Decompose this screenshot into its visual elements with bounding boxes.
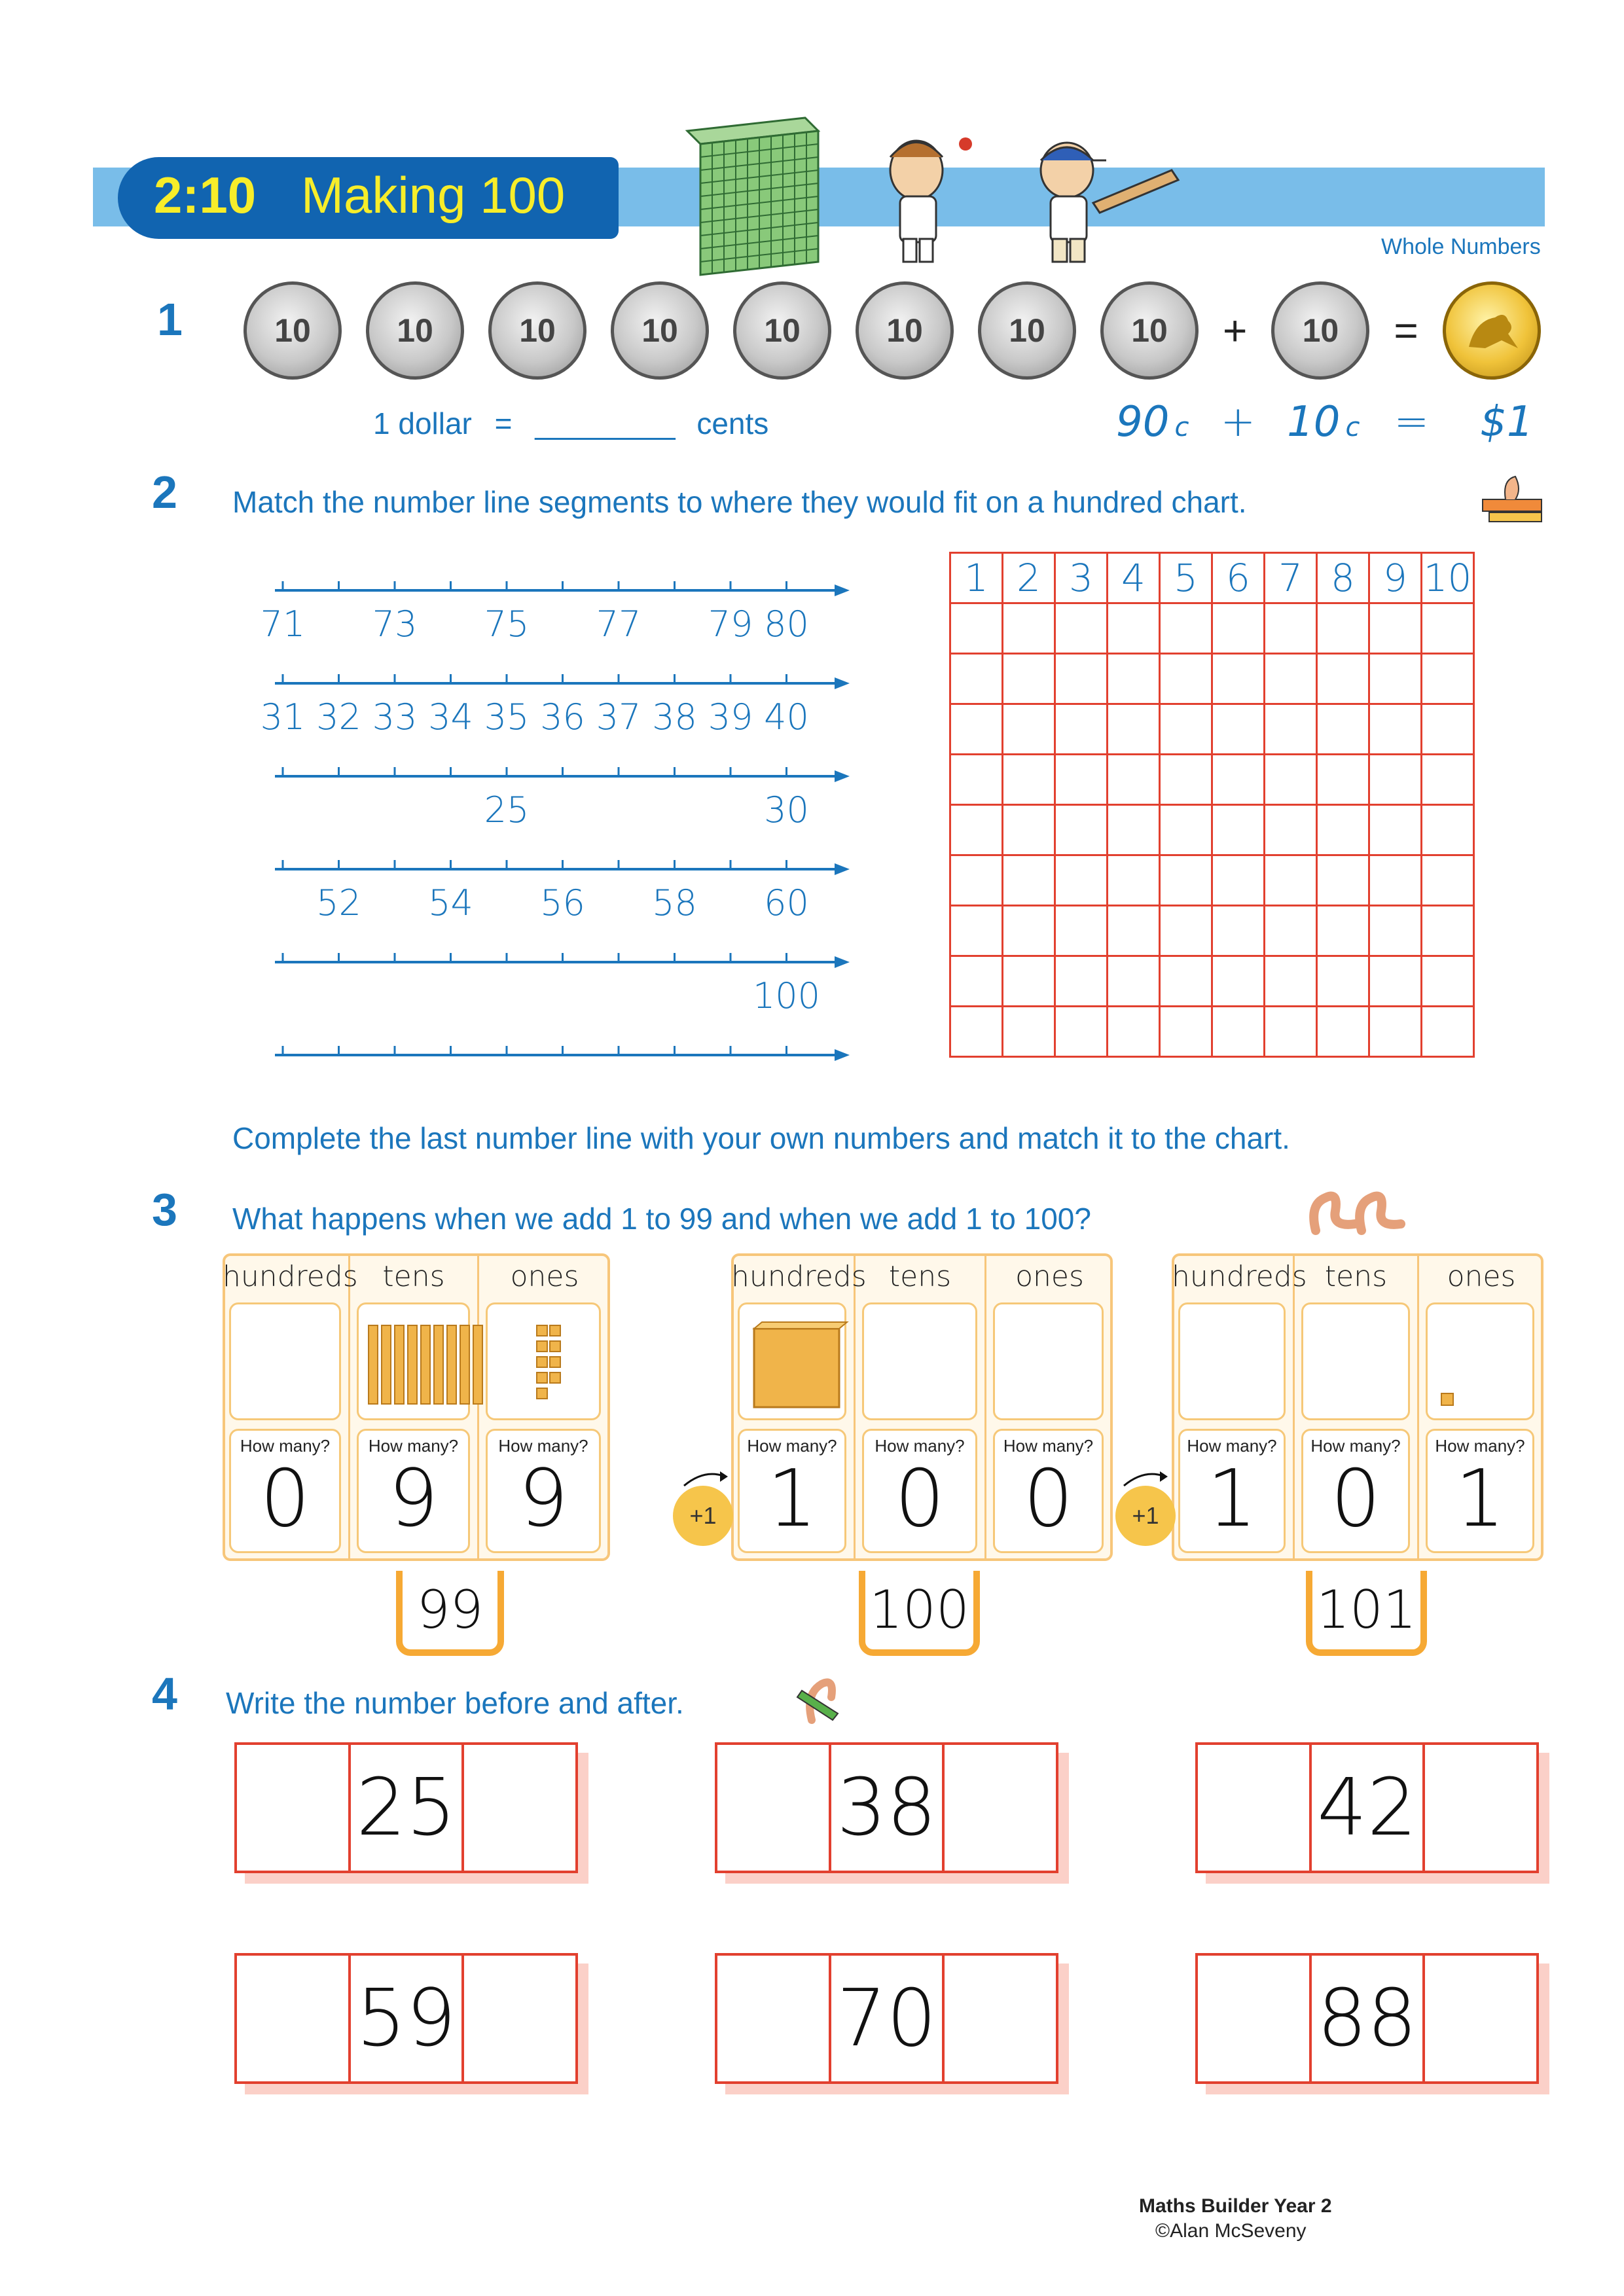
ten-cent-coin: 10 — [1271, 281, 1369, 380]
number-line-label: 38 — [652, 696, 697, 738]
chart-cell[interactable] — [1317, 805, 1369, 855]
before-answer-cell[interactable] — [717, 1956, 831, 2081]
place-value-digit: 0 — [894, 1454, 945, 1545]
place-value-digit: 1 — [1206, 1454, 1257, 1545]
chart-row — [950, 755, 1474, 805]
ten-cent-coin: 10 — [856, 281, 954, 380]
total-number: 99 — [396, 1571, 504, 1656]
place-value-digit: 0 — [1023, 1454, 1074, 1545]
place-value-column — [856, 1253, 986, 1561]
number-line-label: 60 — [764, 882, 809, 924]
strand-label: Whole Numbers — [1381, 234, 1541, 259]
chart-cell[interactable] — [1317, 704, 1369, 755]
chart-row — [950, 805, 1474, 855]
chart-cell: 10 — [1422, 553, 1474, 603]
before-answer-cell[interactable] — [237, 1956, 351, 2081]
chart-cell[interactable] — [1265, 603, 1317, 654]
how-many-box — [486, 1429, 601, 1553]
chart-cell[interactable] — [1317, 855, 1369, 906]
place-value-digit: 0 — [1330, 1454, 1381, 1545]
chart-cell[interactable] — [1369, 654, 1422, 704]
how-many-box — [738, 1429, 846, 1553]
chart-cell: 7 — [1265, 553, 1317, 603]
after-answer-cell[interactable] — [945, 1745, 1056, 1871]
chart-cell[interactable] — [1212, 1007, 1265, 1057]
copyright: ©Alan McSeveny — [1155, 2220, 1307, 2242]
number-line-label: 100 — [752, 975, 821, 1016]
chart-cell[interactable] — [1212, 906, 1265, 956]
chart-cell[interactable] — [1108, 755, 1160, 805]
book-title: Maths Builder Year 2 — [1139, 2195, 1332, 2217]
ten-cent-coin: 10 — [488, 281, 586, 380]
cricket-players-illustration — [857, 131, 1185, 268]
chart-cell[interactable] — [1055, 1007, 1108, 1057]
number-line-label: 58 — [652, 882, 697, 924]
chart-row — [950, 704, 1474, 755]
chart-cell[interactable] — [950, 855, 1003, 906]
question-2-footer: Complete the last number line with your own numbers and match it to the chart. — [232, 1121, 1290, 1155]
column-heading: hundreds — [223, 1260, 358, 1293]
arrow-head — [835, 584, 850, 596]
chart-cell[interactable] — [1212, 956, 1265, 1007]
chart-cell[interactable] — [1317, 1007, 1369, 1057]
before-after-box — [715, 1742, 1058, 1873]
number-line-label: 39 — [708, 696, 753, 738]
chart-cell[interactable] — [1265, 704, 1317, 755]
blocks-area — [229, 1302, 341, 1420]
question-3-number: 3 — [152, 1184, 177, 1235]
number-line-label: 36 — [540, 696, 585, 738]
number-line-label: 25 — [484, 789, 530, 831]
chart-row — [950, 956, 1474, 1007]
number-line-label: 71 — [260, 603, 306, 645]
how-many-box — [862, 1429, 977, 1553]
chart-cell[interactable] — [1160, 654, 1212, 704]
chart-cell[interactable] — [1160, 805, 1212, 855]
arrow-head — [835, 677, 850, 689]
before-after-box — [1195, 1742, 1539, 1873]
column-heading: ones — [1015, 1260, 1084, 1293]
ten-cent-coin: 10 — [611, 281, 709, 380]
chart-cell[interactable] — [1003, 805, 1055, 855]
how-many-label: How many? — [1310, 1436, 1401, 1456]
how-many-box — [1301, 1429, 1410, 1553]
place-value-digit: 1 — [1454, 1454, 1506, 1545]
blocks-area — [862, 1302, 977, 1420]
ten-cent-coin: 10 — [733, 281, 831, 380]
number-line-label: 79 — [708, 603, 753, 645]
chart-cell[interactable] — [1003, 855, 1055, 906]
hundred-flat-illustration — [681, 111, 825, 275]
chart-cell: 4 — [1108, 553, 1160, 603]
equation-result: $1 — [1480, 398, 1534, 446]
chart-cell[interactable] — [1055, 855, 1108, 906]
arrow-head — [835, 1049, 850, 1061]
place-value-digit: 0 — [260, 1454, 310, 1545]
place-value-column — [1295, 1253, 1419, 1561]
how-many-box — [229, 1429, 341, 1553]
chart-cell[interactable] — [1160, 603, 1212, 654]
chart-cell[interactable] — [1265, 906, 1317, 956]
number-lines — [260, 563, 857, 1073]
how-many-label: How many? — [1435, 1436, 1525, 1456]
chart-cell[interactable] — [950, 1007, 1003, 1057]
given-number: 25 — [351, 1745, 465, 1871]
equation-10: 10 — [1287, 398, 1341, 446]
question-2-number: 2 — [152, 467, 177, 518]
chart-cell[interactable] — [1055, 755, 1108, 805]
sentence-left: 1 dollar — [373, 406, 472, 440]
one-dollar-coin — [1443, 281, 1541, 380]
chart-cell: 3 — [1055, 553, 1108, 603]
place-value-column — [986, 1253, 1113, 1561]
chart-cell[interactable] — [1369, 906, 1422, 956]
chart-cell[interactable] — [1108, 855, 1160, 906]
arrow-icon — [681, 1466, 733, 1492]
worm-sign-icon — [1476, 470, 1548, 529]
number-line-label: 37 — [596, 696, 641, 738]
question-4-number: 4 — [152, 1668, 177, 1719]
before-after-box — [715, 1953, 1058, 2084]
chart-cell[interactable] — [1055, 906, 1108, 956]
cents-answer-blank[interactable]: _________ — [535, 406, 674, 440]
chart-cell[interactable] — [1317, 956, 1369, 1007]
number-line-label: 32 — [316, 696, 361, 738]
base-ten-blocks — [1439, 1391, 1465, 1417]
equals-sign: = — [1394, 307, 1418, 354]
chart-row — [950, 855, 1474, 906]
how-many-label: How many? — [498, 1436, 588, 1456]
total-number: 101 — [1306, 1571, 1427, 1656]
chart-cell[interactable] — [1108, 603, 1160, 654]
chart-cell[interactable] — [1265, 755, 1317, 805]
number-line-label: 34 — [428, 696, 473, 738]
blocks-area — [1178, 1302, 1286, 1420]
chart-cell[interactable] — [1003, 755, 1055, 805]
equation-equals: = — [1394, 398, 1430, 446]
chart-cell[interactable] — [1369, 805, 1422, 855]
plus-one-badge: +1 — [1115, 1486, 1176, 1546]
chart-cell[interactable] — [1422, 1007, 1474, 1057]
ten-cent-coin: 10 — [366, 281, 464, 380]
chart-cell[interactable] — [950, 956, 1003, 1007]
question-1-number: 1 — [157, 294, 183, 345]
number-line-label: 33 — [372, 696, 418, 738]
column-heading: hundreds — [1172, 1260, 1307, 1293]
how-many-label: How many? — [875, 1436, 965, 1456]
equation-plus: + — [1220, 398, 1256, 446]
ten-cent-coin: 10 — [244, 281, 342, 380]
chart-cell[interactable] — [1369, 704, 1422, 755]
chart-cell[interactable] — [950, 654, 1003, 704]
column-heading: hundreds — [731, 1260, 867, 1293]
chart-cell[interactable] — [1422, 603, 1474, 654]
given-number: 70 — [831, 1956, 945, 2081]
chart-cell[interactable] — [1055, 603, 1108, 654]
chart-cell[interactable] — [1369, 956, 1422, 1007]
how-many-label: How many? — [747, 1436, 837, 1456]
chart-cell[interactable] — [1160, 1007, 1212, 1057]
equation-90: 90 — [1116, 398, 1170, 446]
chart-cell[interactable] — [1003, 906, 1055, 956]
before-after-box — [234, 1742, 578, 1873]
after-answer-cell[interactable] — [464, 1956, 575, 2081]
place-value-column — [1172, 1253, 1307, 1561]
number-line-label: 77 — [596, 603, 641, 645]
how-many-label: How many? — [368, 1436, 459, 1456]
chart-cell[interactable] — [1108, 654, 1160, 704]
given-number: 88 — [1312, 1956, 1426, 2081]
chart-cell[interactable] — [1160, 855, 1212, 906]
chart-cell[interactable] — [1422, 654, 1474, 704]
chart-cell[interactable] — [1055, 704, 1108, 755]
place-value-digit: 1 — [767, 1454, 818, 1545]
chart-cell[interactable] — [950, 755, 1003, 805]
chart-cell[interactable] — [1265, 1007, 1317, 1057]
cents-unit: c — [1345, 412, 1360, 442]
column-heading: tens — [382, 1260, 445, 1293]
chart-cell[interactable] — [1265, 654, 1317, 704]
plus-one-badge: +1 — [673, 1486, 733, 1546]
arrow-icon — [1121, 1466, 1173, 1492]
chart-cell[interactable] — [1369, 603, 1422, 654]
base-ten-blocks — [369, 1325, 735, 1430]
question-4-instruction: Write the number before and after. — [226, 1686, 684, 1720]
place-value-digit: 9 — [388, 1454, 439, 1545]
chart-cell[interactable] — [1369, 855, 1422, 906]
number-line-label: 80 — [764, 603, 809, 645]
before-answer-cell[interactable] — [717, 1745, 831, 1871]
worm-pencil-icon — [792, 1668, 857, 1727]
base-ten-blocks — [748, 1322, 859, 1427]
chart-cell[interactable] — [1160, 755, 1212, 805]
chart-cell[interactable] — [1422, 906, 1474, 956]
arrow-head — [835, 956, 850, 968]
total-number: 100 — [859, 1571, 980, 1656]
how-many-label: How many? — [240, 1436, 331, 1456]
chart-cell[interactable] — [950, 704, 1003, 755]
before-after-box — [1195, 1953, 1539, 2084]
place-value-column — [1419, 1253, 1543, 1561]
coin-row — [244, 281, 1541, 380]
cents-unit: c — [1174, 412, 1189, 442]
after-answer-cell[interactable] — [1425, 1956, 1536, 2081]
chart-cell[interactable] — [1369, 755, 1422, 805]
chart-cell[interactable] — [1212, 704, 1265, 755]
before-after-box — [234, 1953, 578, 2084]
lesson-number: 2:10 — [154, 166, 257, 224]
chart-cell[interactable] — [1317, 906, 1369, 956]
how-many-box — [993, 1429, 1104, 1553]
after-answer-cell[interactable] — [464, 1745, 575, 1871]
question-3-instruction: What happens when we add 1 to 99 and when we add 1 to 100? — [232, 1202, 1091, 1236]
chart-cell[interactable] — [950, 906, 1003, 956]
column-heading: ones — [510, 1260, 579, 1293]
chart-cell[interactable] — [1003, 1007, 1055, 1057]
chart-row — [950, 603, 1474, 654]
how-many-label: How many? — [1003, 1436, 1094, 1456]
chart-cell: 6 — [1212, 553, 1265, 603]
chart-cell[interactable] — [1055, 805, 1108, 855]
chart-cell: 8 — [1317, 553, 1369, 603]
how-many-box — [357, 1429, 470, 1553]
chart-cell: 1 — [950, 553, 1003, 603]
number-line-label: 52 — [316, 882, 361, 924]
chart-cell[interactable] — [1422, 855, 1474, 906]
kangaroo-icon — [1462, 308, 1521, 353]
chart-cell: 5 — [1160, 553, 1212, 603]
chart-row — [950, 553, 1474, 603]
after-answer-cell[interactable] — [1425, 1745, 1536, 1871]
lesson-title: Making 100 — [301, 166, 566, 224]
how-many-label: How many? — [1187, 1436, 1277, 1456]
chart-cell[interactable] — [1003, 956, 1055, 1007]
chart-cell[interactable] — [1265, 855, 1317, 906]
chart-cell[interactable] — [1055, 956, 1108, 1007]
hundred-chart — [949, 552, 1475, 1058]
chart-cell[interactable] — [1160, 956, 1212, 1007]
chart-cell[interactable] — [1212, 755, 1265, 805]
coin-equation — [1116, 398, 1534, 446]
after-answer-cell[interactable] — [945, 1956, 1056, 2081]
chart-cell[interactable] — [1108, 704, 1160, 755]
place-value-digit: 9 — [518, 1454, 569, 1545]
number-line-label: 40 — [764, 696, 809, 738]
chart-cell[interactable] — [1212, 855, 1265, 906]
chart-cell[interactable] — [1317, 654, 1369, 704]
arrow-head — [835, 770, 850, 782]
before-answer-cell[interactable] — [237, 1745, 351, 1871]
blocks-area — [1301, 1302, 1410, 1420]
plus-sign: + — [1223, 307, 1248, 354]
before-answer-cell[interactable] — [1198, 1745, 1312, 1871]
given-number: 59 — [351, 1956, 465, 2081]
column-heading: tens — [1324, 1260, 1388, 1293]
number-line-label: 35 — [484, 696, 530, 738]
place-value-column — [223, 1253, 358, 1561]
number-line-label: 54 — [428, 882, 473, 924]
chart-cell[interactable] — [1422, 805, 1474, 855]
chart-cell[interactable] — [1265, 805, 1317, 855]
how-many-box — [1426, 1429, 1534, 1553]
chart-cell[interactable] — [1212, 805, 1265, 855]
sentence-right: cents — [696, 406, 769, 440]
given-number: 42 — [1312, 1745, 1426, 1871]
chart-cell: 9 — [1369, 553, 1422, 603]
worms-icon — [1303, 1178, 1411, 1237]
chart-cell[interactable] — [1212, 654, 1265, 704]
chart-cell[interactable] — [1003, 704, 1055, 755]
dollar-sentence — [373, 406, 768, 441]
column-heading: ones — [1447, 1260, 1516, 1293]
chart-cell[interactable] — [1317, 755, 1369, 805]
number-line-label: 75 — [484, 603, 530, 645]
chart-cell[interactable] — [1317, 603, 1369, 654]
chart-cell[interactable] — [1003, 603, 1055, 654]
chart-cell[interactable] — [950, 603, 1003, 654]
number-line-label: 31 — [260, 696, 306, 738]
sentence-equals: = — [494, 406, 513, 440]
before-answer-cell[interactable] — [1198, 1956, 1312, 2081]
chart-cell[interactable] — [1160, 704, 1212, 755]
chart-cell[interactable] — [1422, 704, 1474, 755]
chart-cell[interactable] — [1160, 906, 1212, 956]
ten-cent-coin: 10 — [978, 281, 1076, 380]
chart-cell[interactable] — [1422, 755, 1474, 805]
chart-row — [950, 1007, 1474, 1057]
chart-cell[interactable] — [1212, 603, 1265, 654]
chart-row — [950, 654, 1474, 704]
chart-cell[interactable] — [1108, 1007, 1160, 1057]
column-heading: tens — [888, 1260, 952, 1293]
chart-cell[interactable] — [950, 805, 1003, 855]
chart-cell[interactable] — [1108, 805, 1160, 855]
number-line-label: 73 — [372, 603, 418, 645]
chart-cell[interactable] — [1055, 654, 1108, 704]
how-many-box — [1178, 1429, 1286, 1553]
chart-cell[interactable] — [1422, 956, 1474, 1007]
given-number: 38 — [831, 1745, 945, 1871]
blocks-area — [993, 1302, 1104, 1420]
number-line-label: 30 — [764, 789, 809, 831]
chart-cell[interactable] — [1265, 956, 1317, 1007]
number-line-label: 56 — [540, 882, 585, 924]
question-2-instruction: Match the number line segments to where they would fit on a hundred chart. — [232, 485, 1247, 519]
chart-cell[interactable] — [1003, 654, 1055, 704]
ten-cent-coin: 10 — [1100, 281, 1199, 380]
chart-cell[interactable] — [1369, 1007, 1422, 1057]
chart-cell[interactable] — [1108, 956, 1160, 1007]
chart-cell[interactable] — [1108, 906, 1160, 956]
chart-cell: 2 — [1003, 553, 1055, 603]
chart-row — [950, 906, 1474, 956]
arrow-head — [835, 863, 850, 875]
